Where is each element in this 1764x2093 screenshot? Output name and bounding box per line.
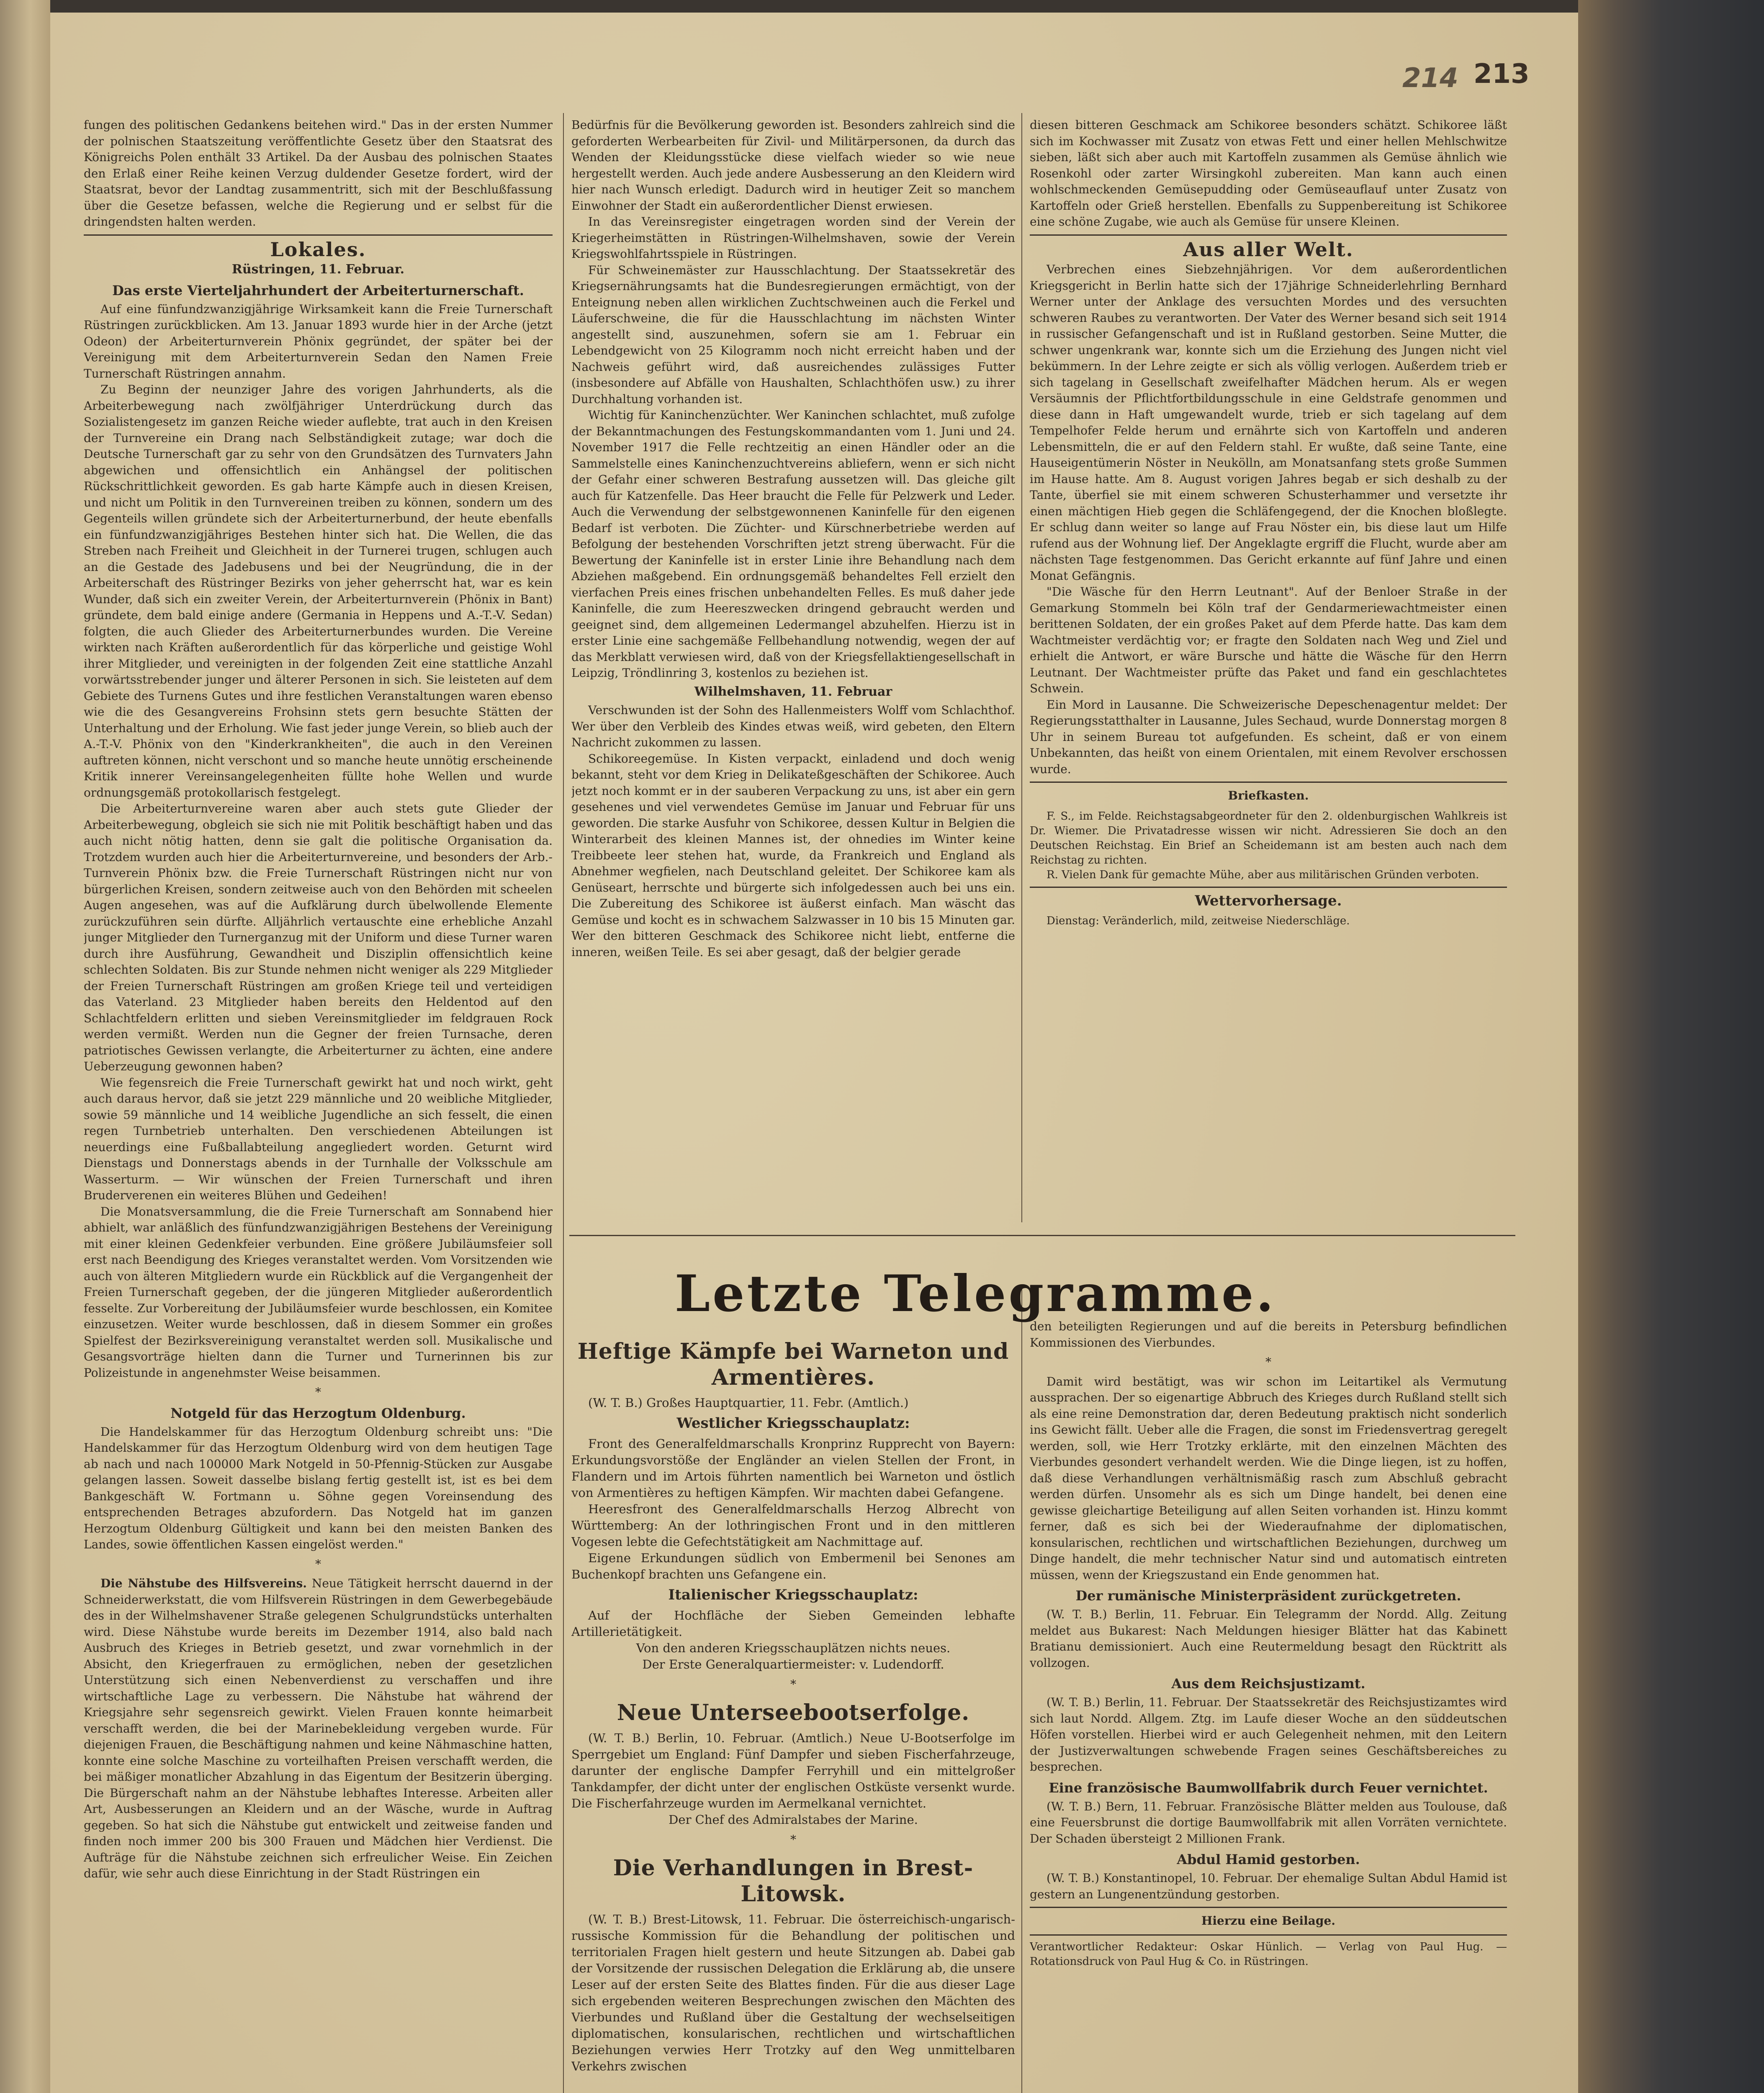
book-spine xyxy=(1578,0,1764,2093)
column-separator xyxy=(563,113,564,2093)
article-heading: Die Nähstube des Hilfsvereins. xyxy=(100,1576,307,1590)
column-3 xyxy=(1030,117,1507,1231)
telegram-heading: Heftige Kämpfe bei Warneton und Armentières. xyxy=(577,1339,1009,1390)
telegram-paragraph: (W. T. B.) Berlin, 11. Februar. Ein Telegramm der Nordd. Allg. Zeitung meldet aus Bukarest: Nach Meldungen hiesiger Blätter hat das Kabinett Bratianu demissioniert. Auch eine Reutermeldung besagt den Rücktritt als vollzogen. xyxy=(1030,1607,1507,1670)
telegram-paragraph: Heeresfront des Generalfeldmarschalls Herzog Albrecht von Württemberg: An der lothringischen Front und in den mittleren Vogesen lebte die Gefechtstätigkeit am Nachmittage auf. xyxy=(571,1502,1015,1549)
telegram-heading: Abdul Hamid gestorben. xyxy=(1177,1851,1360,1867)
telegram-paragraph: Damit wird bestätigt, was wir schon im Leitartikel als Vermutung aussprachen. Der so eigenartige Abbruch des Krieges durch Rußland stellt sich als eine reine Demonstration dar, deren Bedeutung praktisch nicht sonderlich ins Gewicht fällt. Ueber alle die Fragen, die sonst im Friedensvertrag geregelt werden, soll, wie Herr Trotzky erklärte, mit den einzelnen Mächten des Vierbundes gesondert verhandelt werden. Wie die Dinge liegen, ist zu hoffen, daß diese Verhandlungen verhältnismäßig rasch zum Abschluß gebracht werden dürfen. Unsomehr als es sich um Dinge handelt, bei denen eine gewisse gleichartige Beteiligung auf allen Seiten vorhanden ist. Hinzu kommt ferner, daß es sich bei der Wiederaufnahme der diplomatischen, konsularischen, rechtlichen und wirtschaftlichen Beziehungen, durchweg um Dinge handelt, die mehr technischer Natur sind und automatisch eintreten müssen, wenn der Kriegszustand ein Ende genommen hat. xyxy=(1030,1374,1507,1582)
section-heading-lokales: Lokales. xyxy=(270,238,366,261)
divider xyxy=(1030,1934,1507,1936)
article-paragraph: Die Handelskammer für das Herzogtum Oldenburg schreibt uns: "Die Handelskammer für das Herzogtum Oldenburg wird von dem heutigen Tage ab nach und nach 100000 Mark Notgeld in 50-Pfennig-Stücken zur Ausgabe gelangen lassen. Soweit dasselbe bislang fertig gestellt ist, ist es bei dem Bankgeschäft W. Fortmann u. Söhne gegen Voreinsendung des entsprechenden Betrages abzufordern. Das Notgeld hat im ganzen Herzogtum Oldenburg Gültigkeit und kann bei den meisten Banken des Landes, sowie öffentlichen Kassen eingelöst werden." xyxy=(84,1424,553,1551)
telegram-paragraph: Auf der Hochfläche der Sieben Gemeinden lebhafte Artillerietätigkeit. xyxy=(571,1608,1015,1639)
column-separator xyxy=(1021,113,1022,1222)
telegram-subheading: Italienischer Kriegsschauplatz: xyxy=(668,1586,918,1603)
column-separator xyxy=(1021,1285,1022,2093)
dateline: Rüstringen, 11. Februar. xyxy=(231,262,405,277)
divider xyxy=(1030,234,1507,236)
section-heading-briefkasten: Briefkasten. xyxy=(1228,789,1309,802)
weather-forecast: Dienstag: Veränderlich, mild, zeitweise Niederschläge. xyxy=(1047,915,1350,927)
telegram-signature: Der Erste Generalquartiermeister: v. Ludendorff. xyxy=(642,1657,944,1671)
article-paragraph: Neue Tätigkeit herrscht dauernd in der Schneiderwerkstatt, die vom Hilfsverein Rüstringen in dem Gewerbegebäude des in der Wilhelmshavener Straße gelegenen Schulgrundstücks unterhalten wird. Diese Nähstube wurde bereits im Dezember 1914, also bald nach Ausbruch des Krieges in Betrieb gesetzt, und zwar vornehmlich in der Absicht, den Kriegerfrauen zu ermöglichen, neben der gesetzlichen Unterstützung sich einen Nebenverdienst zu verschaffen und ihre wirtschaftliche Lage zu verbessern. Die Nähstube hat während der Kriegsjahre sehr segensreich gewirkt. Vielen Frauen konnte heimarbeit verschafft werden, die bei der Marinebekleidung vergeben wurde. Für diejenigen Frauen, die Beschäftigung nahmen und keine Nähmaschine hatten, konnte eine solche Maschine zu vorteilhaften Preisen verschafft werden, die bei mäßiger monatlicher Abzahlung in das Eigentum der Besitzerin überging. Die Bürgerschaft nahm an der Nähstube lebhaftes Interesse. Arbeiten aller Art, Ausbesserungen an Kleidern und an der Wäsche, wurde in Auftrag gegeben. So hat sich die Nähstube gut entwickelt und zeitweise fanden und finden noch immer 200 bis 300 Frauen und Mädchen hier Verdienst. Die Aufträge für die Nähstube zeichnen sich erfreulicher Weise. Ein Zeichen dafür, wie sehr auch diese Einrichtung in der Stadt Rüstringen ein xyxy=(84,1576,553,1880)
telegram-paragraph: (W. T. B.) Berlin, 11. Februar. Der Staatssekretär des Reichsjustizamtes wird sich laut Nordd. Allgem. Ztg. im Laufe dieser Woche an den süddeutschen Höfen vorstellen. Hierbei wird er auch Gelegenheit nehmen, mit den Leitern der Justizverwaltungen schwebende Fragen seines Geschäftsbereiches zu besprechen. xyxy=(1030,1695,1507,1774)
telegram-heading: Eine französische Baumwollfabrik durch Feuer vernichtet. xyxy=(1049,1779,1488,1796)
telegram-paragraph: Eigene Erkundungen südlich von Embermenil bei Senones am Buchenkopf brachten uns Gefangene ein. xyxy=(571,1551,1015,1581)
telegram-paragraph: (W. T. B.) Brest-Litowsk, 11. Februar. Die österreichisch-ungarisch-russische Kommission für die Behandlung der politischen und territorialen Fragen hielt gestern und heute Sitzungen ab. Dabei gab der Vorsitzende der russischen Delegation die Erklärung ab, die unsere Leser auf der ersten Seite des Blattes finden. Für die aus dieser Lage sich ergebenden weiteren Besprechungen zwischen den Mächten des Vierbundes und Rußland über die Gestaltung der wechselseitigen diplomatischen, konsularischen, rechtlichen und wirtschaftlichen Beziehungen verwies Herr Trotzky auf den Weg unmittelbaren Verkehrs zwischen xyxy=(571,1912,1015,2073)
article-paragraph: Wichtig für Kaninchenzüchter. Wer Kaninchen schlachtet, muß zufolge der Bekanntmachungen des Festungskommandanten vom 1. Juni und 24. November 1917 die Felle rechtzeitig an einen Händler oder an die Sammelstelle eines Kaninchenzuchtvereins abliefern, wenn er sich nicht der Gefahr einer schweren Bestrafung aussetzen will. Das gleiche gilt auch für Katzenfelle. Das Heer braucht die Felle für Pelzwerk und Leder. Auch die Verwendung der selbstgewonnenen Kaninfelle für den eigenen Bedarf ist verboten. Die Züchter- und Kürschnerbetriebe werden auf Befolgung der bestehenden Vorschriften jetzt streng überwacht. Für die Bewertung der Kaninfelle ist in erster Linie ihre Behandlung nach dem Abziehen maßgebend. Ein ordnungsgemäß behandeltes Fell erzielt den vierfachen Preis eines frischen unbehandelten Felles. Es muß daher jede Kaninfelle, die zum Heereszwecken dringend gebraucht werden und geeignet sind, dem allgemeinen Ledermangel abzuhelfen. Hierzu ist in erster Linie eine sachgemäße Fellbehandlung notwendig, wegen der auf das Merkblatt verwiesen wird, daß von der Kriegsfellaktiengesellschaft in Leipzig, Tröndlinring 3, kostenlos zu beziehen ist. xyxy=(571,408,1015,680)
article-paragraph: Die Monatsversammlung, die die Freie Turnerschaft am Sonnabend hier abhielt, war anläßlich des fünfundzwanzigjährigen Bestehens der Vereinigung mit einer kleinen Gedenkfeier verbunden. Eine größere Jubiläumsfeier soll erst nach Beendigung des Krieges veranstaltet werden. Vom Vorsitzenden wie auch von älteren Mitgliedern wurde ein Rückblick auf die Vergangenheit der Freien Turnerschaft gegeben, der die jüngeren Mitglieder außerordentlich fesselte. Zur Vorbereitung der Jubiläumsfeier wurde beschlossen, ein Komitee einzusetzen. Weiter wurde beschlossen, daß in diesem Sommer ein großes Spielfest der Bezirksvereinigung veranstaltet werden soll. Musikalische und Gesangsvorträge hielten dann die Turner und Turnerinnen bis zur Polizeistunde in angenehmster Weise beisammen. xyxy=(84,1204,553,1380)
separator-star: * xyxy=(315,1557,321,1571)
divider xyxy=(1030,782,1507,783)
article-paragraph: Verbrechen eines Siebzehnjährigen. Vor dem außerordentlichen Kriegsgericht in Berlin hatte sich der 17jährige Schneiderlehrling Bernhard Werner unter der Anklage des versuchten Mordes und des versuchten schweren Raubes zu verantworten. Der Vater des Werner besand sich seit 1914 in russischer Gefangenschaft und ist in Rußland gestorben. Seine Mutter, die schwer ungenkrank war, konnte sich um die Erziehung des Jungen nicht viel bekümmern. In der Lehre zeigte er sich als völlig verlogen. Außerdem trieb er sich tagelang in Gesellschaft zweifelhafter Mädchen herum. Als er wegen Versäumnis der Pflichtfortbildungsschule in eine Geldstrafe genommen und diese dann in Haft umgewandelt wurde, trieb er sich tagelang auf dem Tempelhofer Felde herum und ernährte sich von Kartoffeln und anderen Lebensmitteln, die er auf den Feldern stahl. Er wußte, daß seine Tante, eine Hauseigentümerin Nöster in Neukölln, am Monatsanfang stets große Summen im Hause hatte. Am 8. August vorigen Jahres begab er sich deshalb zu der Tante, überfiel sie mit einem schweren Schusterhammer und versetzte ihr einen mächtigen Hieb gegen die Schläfengegend, der die Knochen bloßlegte. Er schlug dann weiter so lange auf Frau Nöster ein, bis diese laut um Hilfe rufend aus der Wohnung lief. Der Angeklagte ergriff die Flucht, wurde aber am nächsten Tage festgenommen. Das Gericht erkannte auf fünf Jahre und einen Monat Gefängnis. xyxy=(1030,262,1507,583)
divider xyxy=(1030,887,1507,888)
column-2 xyxy=(571,117,1015,1231)
imprint: Verantwortlicher Redakteur: Oskar Hünlich. — Verlag von Paul Hug. — Rotationsdruck von Paul Hug & Co. in Rüstringen. xyxy=(1030,1940,1507,1968)
separator-star: * xyxy=(790,1677,796,1691)
article-heading: Notgeld für das Herzogtum Oldenburg. xyxy=(170,1405,466,1421)
article-paragraph: Schikoreegemüse. In Kisten verpackt, einladend und doch wenig bekannt, steht vor dem Krieg in Delikateßgeschäften der Schikoree. Auch jetzt noch kommt er in der sauberen Verpackung zu uns, ist aber ein gern gesehenes und viel verwendetes Gemüse im Januar und Februar für uns geworden. Die starke Ausfuhr von Schikoree, dessen Kultur in Belgien die Winterarbeit des kleinen Mannes ist, der ohnedies im Winter keine Treibbeete leer stehen hat, wurde, da Frankreich und England als Abnehmer wegfielen, nach Deutschland geleitet. Der Schikoree kam als Genüseart, herrschte und bürgerte sich infolgedessen auch bei uns ein. Die Zubereitung des Schikoree ist äußerst einfach. Man wäscht das Gemüse und kocht es in schwachem Salzwasser in 10 bis 15 Minuten gar. Wer den bitteren Geschmack des Schikoree nicht liebt, entferne die inneren, weißen Teile. Es sei aber gesagt, daß der belgier gerade xyxy=(571,751,1015,959)
telegram-paragraph: (W. T. B.) Konstantinopel, 10. Februar. Der ehemalige Sultan Abdul Hamid ist gestern an Lungenentzündung gestorben. xyxy=(1030,1871,1507,1901)
article-paragraph: "Die Wäsche für den Herrn Leutnant". Auf der Benloer Straße in der Gemarkung Stommeln bei Köln traf der Gendarmeriewachtmeister einen berittenen Soldaten, der ein großes Paket auf dem Pferde hatte. Das kam dem Wachtmeister verdächtig vor; er fragte den Soldaten nach Weg und Ziel und erhielt die Antwort, er wäre Bursche und hätte die Wäsche für den Herrn Leutnant. Der Wachtmeister prüfte das Paket und fand ein geschlachtetes Schwein. xyxy=(1030,585,1507,695)
column-1 xyxy=(84,117,553,2093)
facing-page-edge xyxy=(0,0,50,2093)
divider xyxy=(1030,1907,1507,1908)
telegram-paragraph: Von den anderen Kriegsschauplätzen nichts neues. xyxy=(636,1641,951,1655)
article-paragraph: Wie fegensreich die Freie Turnerschaft gewirkt hat und noch wirkt, geht auch daraus hervor, daß sie jetzt 229 männliche und 20 weibliche Mitglieder, sowie 59 männliche und 14 weibliche Jugendliche an sich fesselt, die einen regen Turnbetrieb unterhalten. Den verschiedenen Abteilungen ist neuerdings eine Fußballabteilung angegliedert worden. Geturnt wird Dienstags und Donnerstags abends in der Turnhalle der Volksschule am Wasserturm. — Wir wünschen der Freien Turnerschaft und ihren Bruderverenen ein weiteres Blühen und Gedeihen! xyxy=(84,1075,553,1202)
telegram-heading: Neue Unterseebootserfolge. xyxy=(617,1700,970,1725)
separator-star: * xyxy=(790,1833,796,1846)
telegram-heading: Der rumänische Ministerpräsident zurückgetreten. xyxy=(1075,1588,1461,1604)
article-paragraph: Für Schweinemäster zur Hausschlachtung. Der Staatssekretär des Kriegsernährungsamts hat die Bundesregierungen ermächtigt, von der Enteignung neben allen wirklichen Zuchtschweinen auch die Ferkel und Läuferschweine, die für die Hausschlachtung im nächsten Winter angestellt sind, auszunehmen, sofern sie am 1. Februar ein Lebendgewicht von 25 Kilogramm noch nicht erreicht haben und der Nachweis geführt wird, daß ausreichendes zulässiges Futter (insbesondere auf Abfälle von Haushalten, Schlachthöfen usw.) zu ihrer Durchhaltung vorhanden ist. xyxy=(571,263,1015,406)
article-paragraph: Ein Mord in Lausanne. Die Schweizerische Depeschenagentur meldet: Der Regierungsstatthalter in Lausanne, Jules Sechaud, wurde Donnerstag morgen 8 Uhr in seinem Bureau tot aufgefunden. Es scheint, daß er von einem Unbekannten, das heißt von einem Orientalen, mit einem Revolver erschossen wurde. xyxy=(1030,697,1507,776)
telegram-paragraph: (W. T. B.) Bern, 11. Februar. Französische Blätter melden aus Toulouse, daß eine Feuersbrunst die dortige Baumwollfabrik mit allen Vorräten vernichtete. Der Schaden übersteigt 2 Millionen Frank. xyxy=(1030,1799,1507,1846)
article-paragraph: In das Vereinsregister eingetragen worden sind der Verein der Kriegerheimstätten in Rüstringen-Wilhelmshaven, sowie der Verein Kriegswohlfahrtsspiele in Rüstringen. xyxy=(571,215,1015,261)
separator-star: * xyxy=(1265,1355,1271,1369)
telegram-rule xyxy=(569,1235,1515,1236)
telegram-paragraph: Front des Generalfeldmarschalls Kronprinz Rupprecht von Bayern: Erkundungsvorstöße der Engländer an vielen Stellen der Front, in Flandern und im Artois führten namentlich bei Warneton und östlich von Armentières zu heftigen Kämpfen. Wir machten dabei Gefangene. xyxy=(571,1437,1015,1500)
telegram-heading: Aus dem Reichsjustizamt. xyxy=(1171,1676,1365,1692)
separator-star: * xyxy=(315,1385,321,1399)
intro-paragraph: fungen des politischen Gedankens beitehen wird." Das in der ersten Nummer der polnischen Staatszeitung veröffentlichte Gesetz über den Staatsrat des Königreichs Polen enthält 33 Artikel. Da der Ausbau des polnischen Staates den Erlaß einer Reihe keinen Verzug duldender Gesetze fordert, wird der Staatsrat, bevor der Landtag zusammentritt, sich mit der Beschlußfassung über die Gesetze befassen, welche die Regierung und er selbst für die dringendsten halten werden. xyxy=(84,118,553,229)
telegram-subheading: Westlicher Kriegsschauplatz: xyxy=(676,1415,910,1432)
article-paragraph: F. S., im Felde. Reichstagsabgeordneter für den 2. oldenburgischen Wahlkreis ist Dr. Wiemer. Die Privatadresse wissen wir nicht. Adressieren Sie doch an den Deutschen Reichstag. Ein Brief an Scheidemann ist am besten auch nach dem Reichstag zu richten. xyxy=(1030,810,1507,867)
telegram-paragraph: (W. T. B.) Großes Hauptquartier, 11. Febr. (Amtlich.) xyxy=(588,1396,909,1410)
article-paragraph: Auf eine fünfundzwanzigjährige Wirksamkeit kann die Freie Turnerschaft Rüstringen zurückblicken. Am 13. Januar 1893 wurde hier in der Arche (jetzt Odeon) der Arbeiterturnverein Phönix gegründet, der später bei der Vereinigung mit dem Arbeiterturnverein Sedan den Namen Freie Turnerschaft Rüstringen annahm. xyxy=(84,302,553,381)
telegram-column-2 xyxy=(1030,1319,1507,2093)
article-paragraph: Verschwunden ist der Sohn des Hallenmeisters Wolff vom Schlachthof. Wer über den Verbleib des Kindes etwas weiß, wird gebeten, den Eltern Nachricht zukommen zu lassen. xyxy=(571,703,1015,749)
newspaper-page xyxy=(50,13,1578,2093)
article-paragraph: Zu Beginn der neunziger Jahre des vorigen Jahrhunderts, als die Arbeiterbewegung nach zwölfjähriger Unterdrückung durch das Sozialistengesetz im ganzen Reiche wieder auflebte, trat auch in den Kreisen der Turnvereine ein Drang nach Selbständigkeit zutage; war doch die Deutsche Turnerschaft gar zu sehr von den Grundsätzen des Turnvaters Jahn abgewichen und offensichtlich ein Anhängsel der politischen Rückschrittlichkeit geworden. Es gab harte Kämpfe auch in diesen Kreisen, und nicht um Politik in den Turnvereinen treiben zu können, sondern um des Gegenteils willen gründete sich der Arbeiterturnerbund, der heute ebenfalls ein fünfundzwanzigjähriges Bestehen hinter sich hat. Die Wellen, die das Streben nach Freiheit und Gleichheit in der Turnerei trugen, schlugen auch an die Gestade des Jadebusens und bei der Neugründung, die in der Arbeiterschaft des Rüstringer Bezirks von jeher geherrscht hat, war es kein Wunder, daß sich ein zweiter Verein, der Arbeiterturnverein (Phönix in Bant) gründete, dem bald einige andere (Germania in Heppens und A.-T.-V. Sedan) folgten, die auch Glieder des Arbeiterturnerbundes wurden. Die Vereine wirkten nach Kräften außerordentlich für das körperliche und geistige Wohl ihrer Mitglieder, und vereinigten in der folgenden Zeit eine stattliche Anzahl vorwärtsstrebender junger und älterer Personen in sich. Sie leisteten auf dem Gebiete des Turnens Gutes und ihre festlichen Veranstaltungen waren ebenso wie die des Gesangvereins Frohsinn stets gern besuchte Stätten der Unterhaltung und der Erholung. Wie fast jeder junge Verein, so blieb auch der A.-T.-V. Phönix von den "Kinderkrankheiten", die auch in den Vereinen auftreten können, nicht verschont und so manche heute unnötig erscheinende Kritik innerer Vereinsangelegenheiten füllte hohe Wellen und wurde ordnungsgemäß protokollarisch festgelegt. xyxy=(84,383,553,800)
page-number-pencil: 214 xyxy=(1402,63,1458,94)
divider xyxy=(84,234,553,236)
telegram-paragraph: (W. T. B.) Berlin, 10. Februar. (Amtlich.) Neue U-Bootserfolge im Sperrgebiet um England: Fünf Dampfer und sieben Fischerfahrzeuge, darunter der englische Dampfer Ferryhill und ein mittelgroßer Tankdampfer, der dicht unter der englischen Ostküste versenkt wurde. Die Fischerfahrzeuge wurden im Aermelkanal vernichtet. xyxy=(571,1731,1015,1810)
article-paragraph: Die Arbeiterturnvereine waren aber auch stets gute Glieder der Arbeiterbewegung, obgleich sie sich nie mit Politik beschäftigt haben und das auch nicht nötig hatten, denn sie galt die politische Organisation da. Trotzdem wurden auch hier die Arbeiterturnvereine, und besonders der Arb.-Turnverein Phönix bzw. die Freie Turnerschaft Rüstringen nicht nur von bürgerlichen Kreisen, sondern zeitweise auch von den Behörden mit scheelen Augen angesehen, was auf die Aufklärung durch übelwollende Elemente zurückzuführen sein dürfte. Alljährlich vertauschte eine erhebliche Anzahl junger Mitglieder den Turnerganzug mit der Uniform und diese Turner waren durch ihre Ausführung, Gewandheit und Disziplin offensichtlich keine schlechten Soldaten. Bis zur Stunde nehmen nicht weniger als 229 Mitglieder der Freien Turnerschaft Rüstringen am großen Kriege teil und verteidigen das Vaterland. 23 Mitglieder haben bereits den Heldentod auf den Schlachtfeldern erlitten und sieben Vereinsmitglieder im feldgrauen Rock werden vermißt. Werden nun die Gegner der freien Turnsache, deren patriotisches Gewissen verlangte, die Arbeiterturner zu ächten, eine andere Ueberzeugung gewonnen haben? xyxy=(84,802,553,1073)
section-heading-aus-aller-welt: Aus aller Welt. xyxy=(1183,238,1354,261)
article-paragraph: R. Vielen Dank für gemachte Mühe, aber aus militärischen Gründen verboten. xyxy=(1047,868,1479,881)
telegram-column-1 xyxy=(571,1331,1015,2093)
dateline: Wilhelmshaven, 11. Februar xyxy=(694,684,892,699)
article-paragraph: diesen bitteren Geschmack am Schikoree besonders schätzt. Schikoree läßt sich im Kochwasser mit Zusatz von etwas Fett und einer hellen Mehlschwitze sieben, läßt sich aber auch mit Kartoffeln zusammen als Gemüse ähnlich wie Rosenkohl oder zarter Wirsingkohl zubereiten. Man kann auch einen wohlschmeckenden Gemüsepudding oder Gemüseauflauf unter Zusatz von Kartoffeln oder Grieß herstellen. Ebenfalls zu Suppenbereitung ist Schikoree eine schöne Zugabe, wie auch als Gemüse für unsere Kleinen. xyxy=(1030,118,1507,229)
article-paragraph: Bedürfnis für die Bevölkerung geworden ist. Besonders zahlreich sind die geforderten Werbearbeiten für Zivil- und Militärpersonen, da durch das Wenden der Kleidungsstücke diese vielfach wieder so wie neue hergestellt werden. Auch jede andere Ausbesserung an den Kleidern wird hier nach Wunsch erledigt. Dadurch wird in heutiger Zeit so manchem Einwohner der Stadt ein außerordentlicher Dienst erwiesen. xyxy=(571,118,1015,213)
section-heading-wettervorhersage: Wettervorhersage. xyxy=(1195,892,1342,909)
telegram-heading: Die Verhandlungen in Brest-Litowsk. xyxy=(613,1855,974,1907)
telegram-signature: Der Chef des Admiralstabes der Marine. xyxy=(669,1813,918,1827)
telegram-headline: Letzte Telegramme. xyxy=(674,1264,1276,1323)
telegram-paragraph: den beteiligten Regierungen und auf die bereits in Petersburg befindlichen Kommissionen des Vierbundes. xyxy=(1030,1319,1507,1350)
article-heading: Das erste Vierteljahrhundert der Arbeiterturnerschaft. xyxy=(112,282,524,298)
page-number: 213 xyxy=(1473,59,1530,90)
supplement-notice: Hierzu eine Beilage. xyxy=(1201,1914,1336,1928)
